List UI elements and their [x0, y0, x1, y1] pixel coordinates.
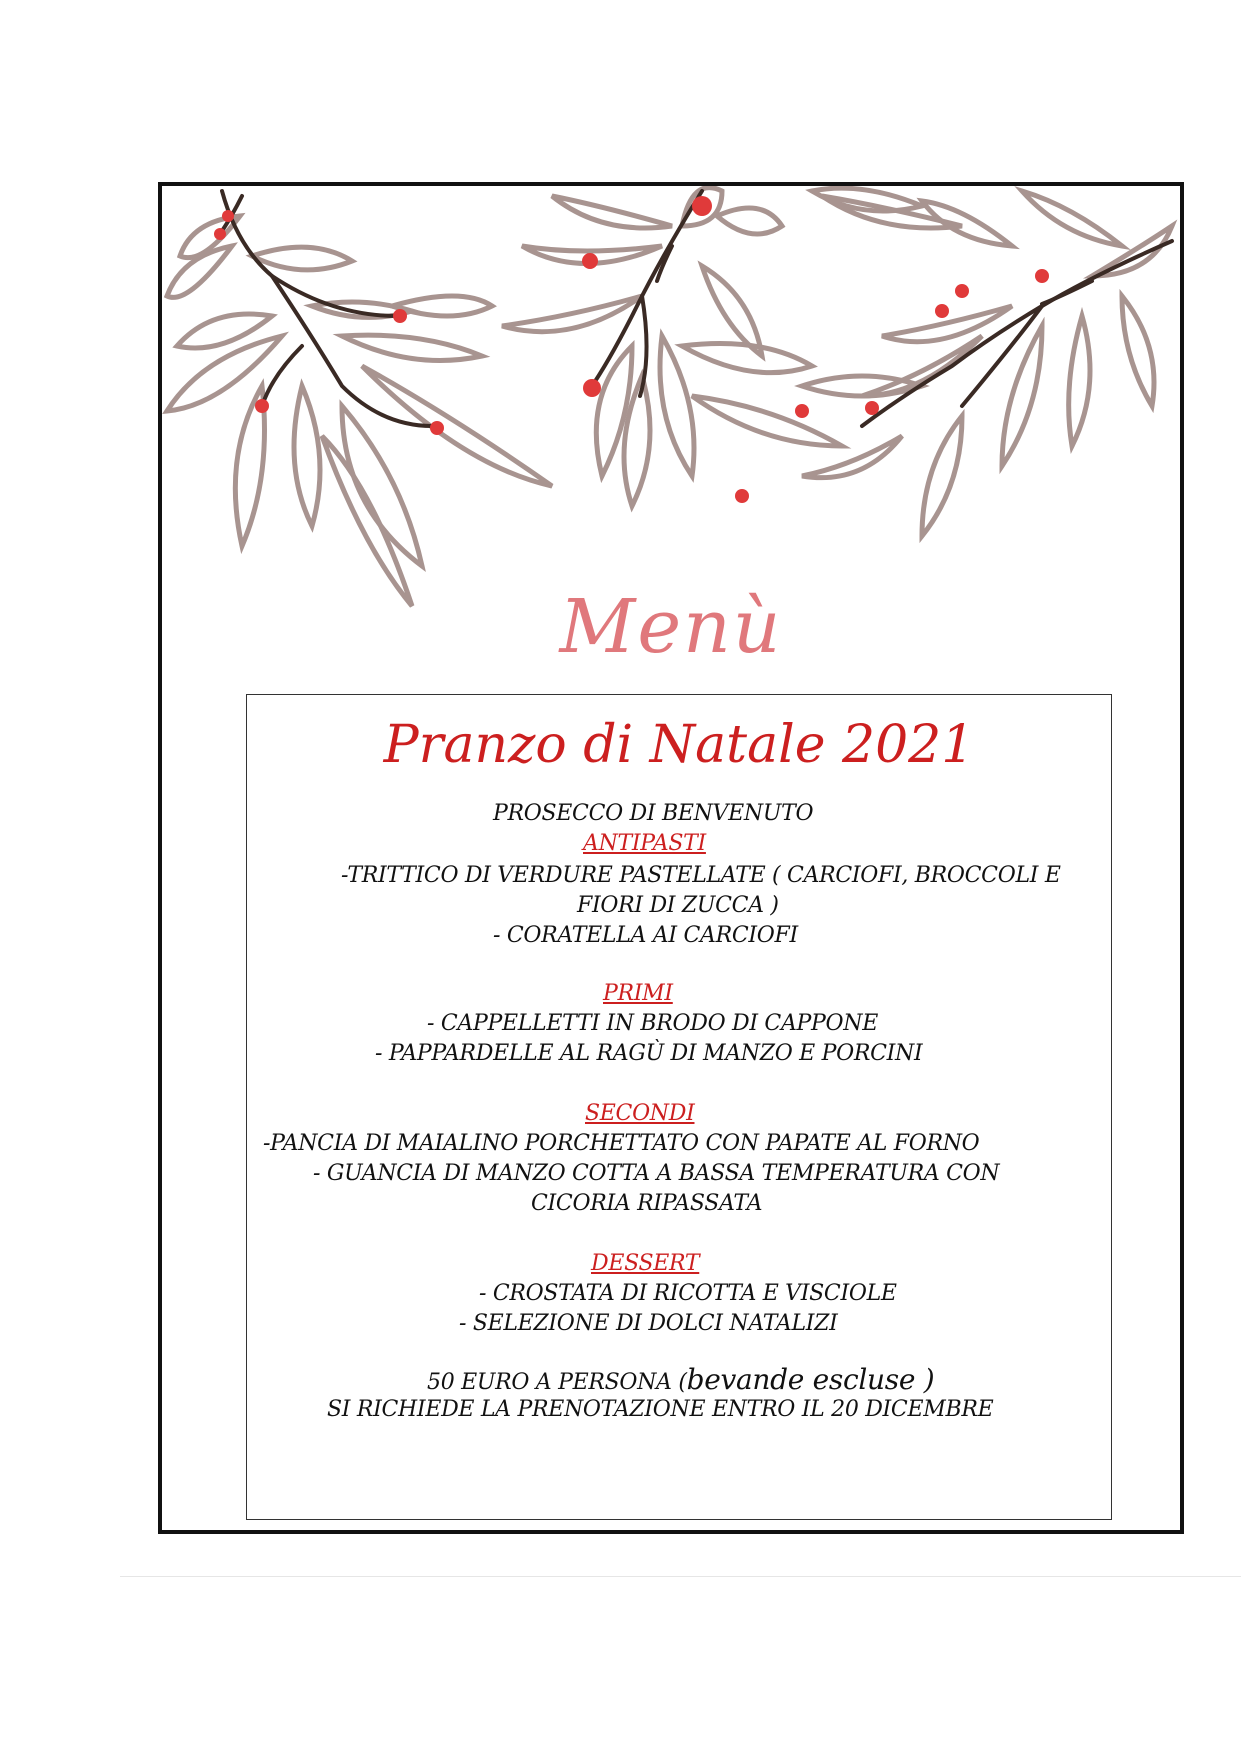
price-note: bevande escluse )	[686, 1363, 935, 1396]
list-item: - GUANCIA DI MANZO COTTA A BASSA TEMPERATURA CON	[313, 1161, 1000, 1186]
list-item: -TRITTICO DI VERDURE PASTELLATE ( CARCIOFI, BROCCOLI E	[341, 863, 1061, 888]
price-line	[427, 1363, 934, 1396]
page-divider	[120, 1576, 1241, 1577]
section-dessert: DESSERT	[591, 1251, 700, 1276]
page-title: Pranzo di Natale 2021	[383, 715, 975, 775]
list-item: -PANCIA DI MAIALINO PORCHETTATO CON PAPATE AL FORNO	[263, 1131, 980, 1156]
section-primi: PRIMI	[603, 981, 673, 1006]
section-antipasti: ANTIPASTI	[583, 831, 706, 856]
list-item: - CROSTATA DI RICOTTA E VISCIOLE	[479, 1281, 897, 1306]
menu-content-box	[246, 694, 1112, 1520]
list-item: - CAPPELLETTI IN BRODO DI CAPPONE	[427, 1011, 878, 1036]
menu-card	[158, 182, 1184, 1534]
price-text: 50 EURO A PERSONA (	[427, 1370, 687, 1395]
list-item: - PAPPARDELLE AL RAGÙ DI MANZO E PORCINI	[375, 1041, 923, 1066]
list-item: FIORI DI ZUCCA )	[577, 893, 779, 918]
list-item: CICORIA RIPASSATA	[531, 1191, 763, 1216]
reservation-note: SI RICHIEDE LA PRENOTAZIONE ENTRO IL 20 DICEMBRE	[327, 1397, 994, 1422]
welcome-drink: PROSECCO DI BENVENUTO	[493, 801, 814, 826]
section-secondi: SECONDI	[585, 1101, 695, 1126]
list-item: - SELEZIONE DI DOLCI NATALIZI	[459, 1311, 838, 1336]
list-item: - CORATELLA AI CARCIOFI	[493, 923, 798, 948]
menu-script-heading: Menù	[559, 584, 783, 670]
